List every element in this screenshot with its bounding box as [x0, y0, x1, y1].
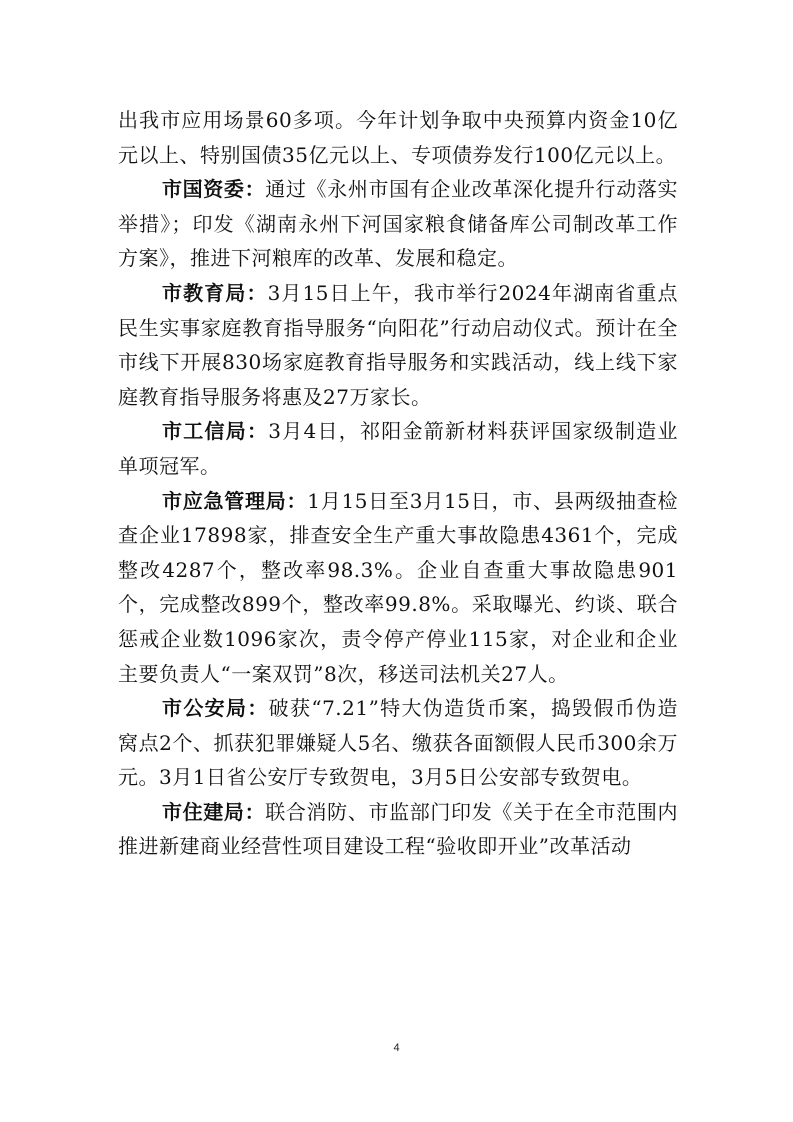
paragraph-lead: 市公安局：	[162, 696, 269, 721]
paragraph-text: 联合消防、市监部门印发《关于在全市范围内推进新建商业经营性项目建设工程“验收即开业”改革活动	[118, 799, 679, 859]
paragraph-lead: 市工信局：	[162, 419, 269, 444]
paragraph-lead: 市应急管理局：	[162, 488, 308, 513]
paragraph-education-bureau	[118, 276, 678, 414]
paragraph-emergency-bureau	[118, 484, 678, 692]
paragraph-industry-bureau	[118, 414, 678, 483]
paragraph-housing-bureau	[118, 795, 678, 864]
paragraph-text: 3月15日上午，我市举行2024年湖南省重点民生实事家庭教育指导服务“向阳花”行动启动仪式。预计在全市线下开展830场家庭教育指导服务和实践活动，线上线下家庭教育指导服务将惠及27万家长。	[118, 280, 679, 409]
paragraph-public-security-bureau	[118, 691, 678, 795]
paragraph-text: 破获“7.21”特大伪造货币案，捣毁假币伪造窝点2个、抓获犯罪嫌疑人5名、缴获各面额假人民币300余万元。3月1日省公安厅专致贺电，3月5日公安部专致贺电。	[118, 696, 678, 790]
paragraph-lead: 市国资委：	[162, 177, 266, 202]
paragraph-continuation	[118, 103, 678, 172]
document-body	[118, 103, 678, 864]
paragraph-lead: 市教育局：	[162, 280, 268, 305]
paragraph-text: 1月15日至3月15日，市、县两级抽查检查企业17898家，排查安全生产重大事故隐患4361个，完成整改4287个，整改率98.3%。企业自查重大事故隐患901个，完成整改899个，整改率99.8%。采取曝光、约谈、联合惩戒企业数1096家次，责令停产停业115家，对企业和企业主要负责人“一案双罚”8次，移送司法机关27人。	[118, 488, 678, 686]
paragraph-text: 3月4日，祁阳金箭新材料获评国家级制造业单项冠军。	[118, 419, 679, 478]
paragraph-text: 通过《永州市国有企业改革深化提升行动落实举措》；印发《湖南永州下河国家粮食储备库公司制改革工作方案》，推进下河粮库的改革、发展和稳定。	[118, 177, 679, 271]
page-number: 4	[393, 1042, 400, 1054]
paragraph-lead: 市住建局：	[162, 799, 266, 824]
paragraph-text: 出我市应用场景60多项。今年计划争取中央预算内资金10亿元以上、特别国债35亿元以上、专项债券发行100亿元以上。	[118, 108, 678, 167]
paragraph-sasac	[118, 172, 678, 276]
